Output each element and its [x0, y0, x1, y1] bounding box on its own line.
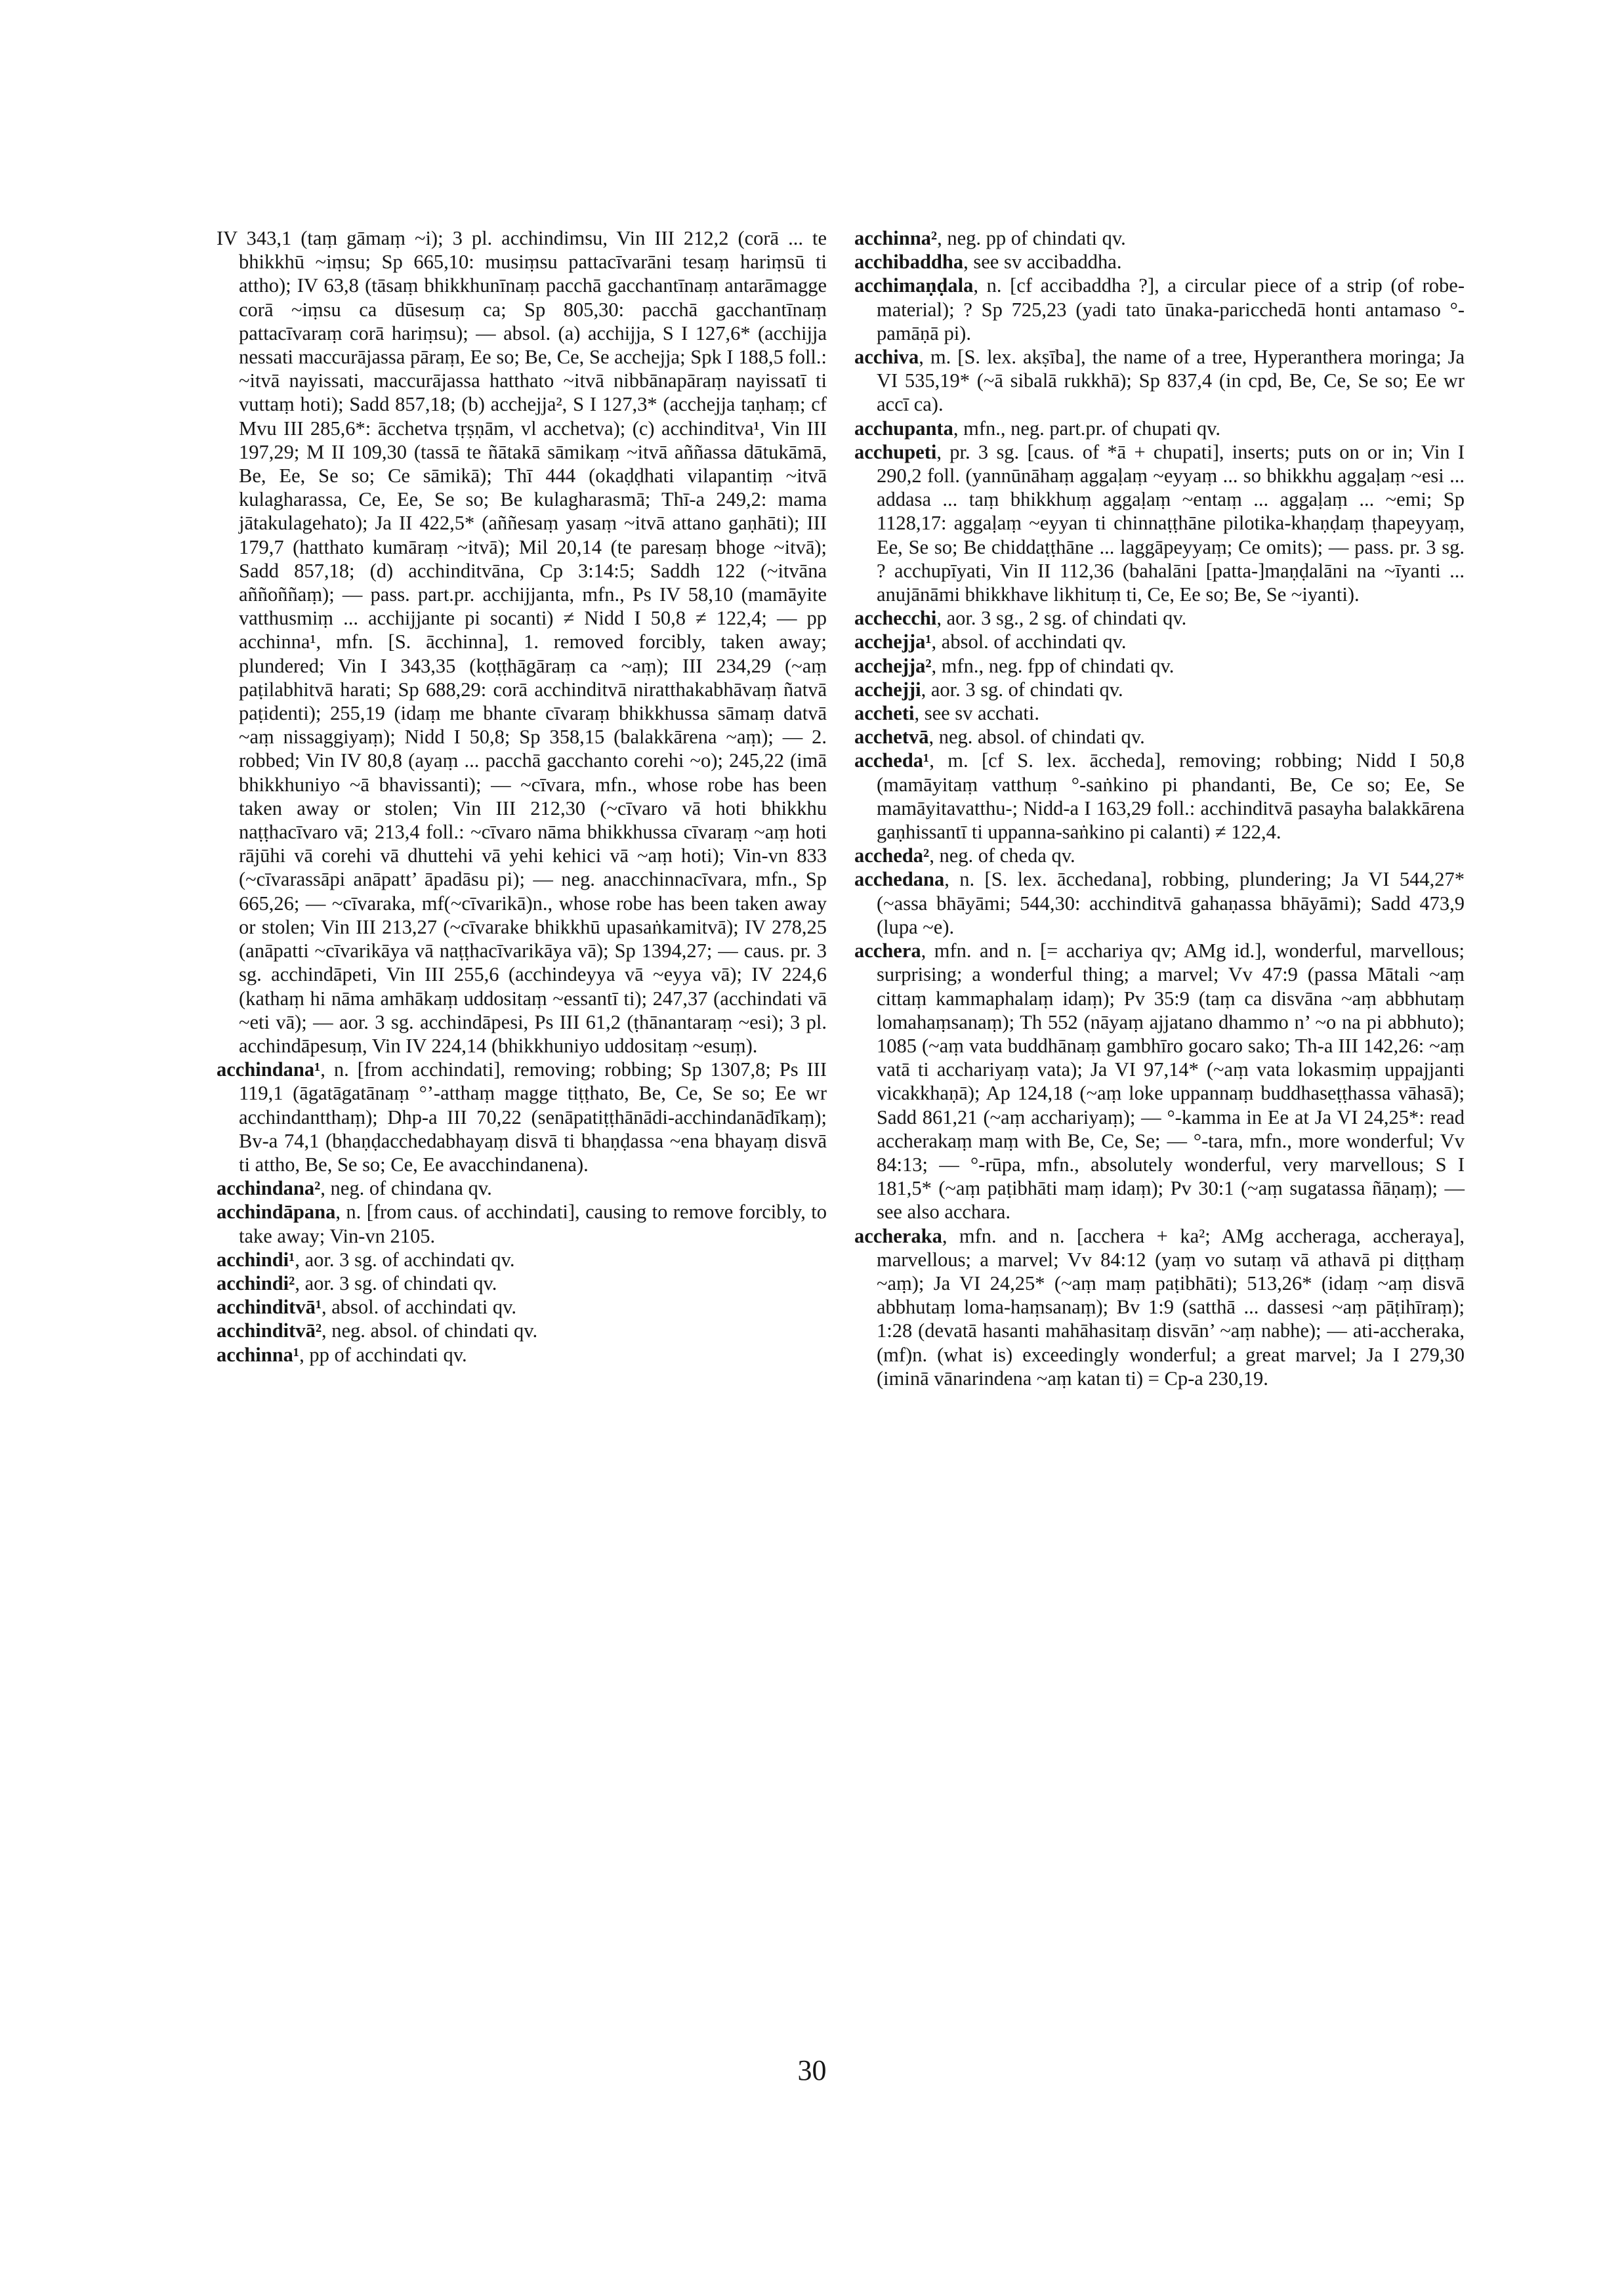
entry-body: , mfn. and n. [= acchariya qv; AMg id.], wonderful, marvellous; surprising; a wonderful thing; a marvel; Vv 47:9 (passa Mātali ~aṃ cittaṃ kammaphalaṃ idaṃ); Pv 35:9 (taṃ ca disvāna ~aṃ abbhutaṃ lomahaṃsanaṃ); Th 552 (nāyaṃ ajjatano dhammo n’ ~o na pi abbhuto); 1085 (~aṃ vata buddhānaṃ gambhīro gocaro sako; Th-a III 142,26: ~aṃ vatā ti acchariyaṃ vata); Ja VI 97,14* (~aṃ vata lokasmiṃ uppajjanti vicakkhaṇā); Ap 124,18 (~aṃ loke uppannaṃ buddhaseṭṭhassa vāhasā); Sadd 861,21 (~aṃ acchariyaṃ); — °-kamma in Ee at Ja VI 24,25*: read accherakaṃ maṃ with Be, Ce, Se; — °-tara, mfn., more wonderful; Vv 84:13; — °-rūpa, mfn., absolutely wonderful, very marvellous; S I 181,5* (~aṃ paṭibhāti maṃ idaṃ); Pv 30:1 (~aṃ sugatassa ñāṇaṃ); — see also acchara. [877, 940, 1465, 1224]
entry-body: , mfn., neg. part.pr. of chupati qv. [953, 417, 1220, 440]
entry-body: , neg. absol. of chindati qv. [928, 726, 1145, 749]
dictionary-entry [217, 1248, 827, 1272]
entry-headword: acchinditvā¹ [217, 1296, 322, 1319]
dictionary-entry [217, 226, 827, 1058]
dictionary-entry [854, 606, 1465, 630]
dictionary-entry [854, 1224, 1465, 1390]
entry-headword: acchejja¹ [854, 631, 932, 653]
dictionary-entry [854, 749, 1465, 844]
entry-headword: accheda¹ [854, 749, 930, 772]
dictionary-entry [854, 440, 1465, 606]
entry-body: , see sv acchati. [914, 702, 1040, 725]
dictionary-entry [854, 867, 1465, 939]
entry-body: , aor. 3 sg. of chindati qv. [295, 1272, 497, 1294]
dictionary-entry [217, 1272, 827, 1295]
entry-body: , see sv accibaddha. [963, 251, 1122, 274]
entry-headword: acchindāpana [217, 1201, 336, 1224]
dictionary-entry [854, 345, 1465, 417]
entry-headword: acchimaṇḍala [854, 274, 974, 297]
dictionary-entry [217, 1343, 827, 1367]
entry-body: , neg. of cheda qv. [929, 844, 1075, 867]
entry-headword: acchindana² [217, 1177, 321, 1200]
entry-headword: accheda² [854, 844, 930, 867]
entry-body: , n. [from caus. of acchindati], causing to remove forcibly, to take away; Vin-vn 2105. [239, 1201, 827, 1247]
entry-headword: acchinna² [854, 227, 938, 249]
dictionary-entry [217, 1176, 827, 1200]
entry-body: , mfn., neg. fpp of chindati qv. [931, 654, 1175, 677]
entry-headword: acchecchi [854, 607, 937, 630]
entry-headword: acchinna¹ [217, 1343, 300, 1366]
entry-headword: acchinditvā² [217, 1319, 322, 1342]
entry-headword: acchejji [854, 678, 921, 701]
entry-body: , neg. of chindana qv. [320, 1177, 492, 1200]
entry-headword: acchejja² [854, 654, 932, 677]
dictionary-entry [217, 1295, 827, 1319]
dictionary-entry [854, 226, 1465, 250]
entry-body: , m. [cf S. lex. ācchedа], removing; robbing; Nidd I 50,8 (mamāyitaṃ vatthuṃ °-saṅkino pi phandanti, Be, Ce so; Ee, Se mamāyitavatthu-; Nidd-a I 163,29 foll.: acchinditvā pasayha balakkārena gaṇhissantī ti uppanna-saṅkino pi calanti) ≠ 122,4. [877, 749, 1465, 844]
entry-headword: accheraka [854, 1224, 942, 1247]
entry-body: , absol. of acchindati qv. [931, 631, 1127, 653]
dictionary-entry [854, 701, 1465, 725]
entry-headword: acchindi² [217, 1272, 295, 1294]
entry-body: , m. [S. lex. akṣība], the name of a tree, Hyperanthera moringa; Ja VI 535,19* (~ā sibalā rukkhā); Sp 837,4 (in cpd, Be, Ce, Se so; Ee wr accī ca). [877, 346, 1465, 416]
dictionary-entry [854, 844, 1465, 867]
entry-body: , aor. 3 sg. of chindati qv. [921, 678, 1123, 701]
entry-body: , n. [from acchindati], removing; robbing; Sp 1307,8; Ps III 119,1 (āgatāgatānaṃ °’-atthaṃ magge tiṭṭhato, Be, Ce, Se so; Ee wr acchindantthaṃ); Dhp-a III 70,22 (senāpatiṭṭhānādi-acchindanādīkaṃ); Bv-a 74,1 (bhaṇḍacchedabhayaṃ disvā ti bhaṇḍassa ~ena bhayaṃ disvā ti attho, Be, Se so; Ce, Ee avacchindanena). [239, 1058, 827, 1176]
entry-body: , pr. 3 sg. [caus. of *ā + chupati], inserts; puts on or in; Vin I 290,2 foll. (yannūnāhaṃ aggaḷaṃ ~eyyaṃ ... so bhikkhu aggaḷaṃ ~esi ... addasa ... taṃ bhikkhuṃ aggaḷaṃ ~entaṃ ... aggaḷaṃ ... ~emi; Sp 1128,17: aggaḷaṃ ~eyyan ti chinnaṭṭhāne pilotika-khaṇḍaṃ ṭhapeyyaṃ, Ee, Se so; Be chiddaṭṭhāne ... laggāpeyyaṃ; Ce omits); — pass. pr. 3 sg. ? acchupīyati, Vin II 112,36 (bahalāni [patta-]maṇḍalāni na ~īyanti ... anujānāmi bhikkhave likhituṃ ti, Ce, Ee so; Be, Se ~iyanti). [877, 440, 1465, 606]
entry-body: IV 343,1 (taṃ gāmaṃ ~i); 3 pl. acchindimsu, Vin III 212,2 (corā ... te bhikkhū ~iṃsu; Sp 665,10: musiṃsu pattacīvarāni tesaṃ hariṃsū ti attho); IV 63,8 (tāsaṃ bhikkhunīnaṃ pacchā gacchantīnaṃ antarāmagge corā ~iṃsu ca dūsesuṃ ca; Sp 805,30: pacchā gacchantīnaṃ pattacīvaraṃ corā hariṃsu); — absol. (a) acchijja, S I 127,6* (acchijja nessati maccurājassa pāraṃ, Ee so; Be, Ce, Se acchejja; Spk I 188,5 foll.: ~itvā nayissati, maccurājassa hatthato ~itvā nibbānapāraṃ nayissatī ti vuttaṃ hoti); Sadd 857,18; (b) acchejja², S I 127,3* (acchejja taṇhaṃ; cf Mvu III 285,6*: ācchetva tṛṣṇām, vl acchetva); (c) acchinditva¹, Vin III 197,29; M II 109,30 (tassā te ñātakā sāmikaṃ ~itvā aññassa dātukāmā, Be, Ee, Se so; Ce sāmikā); Thī 444 (okaḍḍhati vilapantiṃ ~itvā kulagharassa, Ce, Ee, Se so; Be kulagharasmā; Thī-a 249,2: mama jātakulagehato); Ja II 422,5* (aññesaṃ yasaṃ ~itvā attano gaṇhāti); III 179,7 (hatthato kumāraṃ ~itvā); Mil 20,14 (te paresaṃ bhoge ~itvā); Sadd 857,18; (d) acchinditvāna, Cp 3:14:5; Saddh 122 (~itvāna aññoññaṃ); — pass. part.pr. acchijjanta, mfn., Ps IV 58,10 (mamāyite vatthusmiṃ ... acchijjante pi socanti) ≠ Nidd I 50,8 ≠ 122,4; — pp acchinna¹, mfn. [S. ācchinna], 1. removed forcibly, taken away; plundered; Vin I 343,35 (koṭṭhāgāraṃ ca ~aṃ); III 234,29 (~aṃ paṭilabhitvā harati; Sp 688,29: corā acchinditvā niratthakabhāvaṃ ñatvā paṭidenti); 255,19 (idaṃ me bhante cīvaraṃ bhikkhussa sāmaṃ datvā ~aṃ nissaggiyaṃ); Nidd I 50,8; Sp 358,15 (balakkārena ~aṃ); — 2. robbed; Vin IV 80,8 (ayaṃ ... pacchā gacchanto corehi ~o); 245,22 (imā bhikkhuniyo ~ā bhavissanti); — ~cīvara, mfn., whose robe has been taken away or stolen; Vin III 212,30 (~cīvaro vā hoti bhikkhu naṭṭhacīvaro vā; 213,4 foll.: ~cīvaro nāma bhikkhussa cīvaraṃ ~aṃ hoti rājūhi vā corehi vā dhuttehi vā yehi kehici vā ~aṃ hoti); Vin-vn 833 (~cīvarassāpi anāpatt’ āpadāsu pi); — neg. anacchinnacīvara, mfn., Sp 665,26; — ~cīvaraka, mf(~cīvarikā)n., whose robe has been taken away or stolen; Vin III 213,27 (~cīvarake bhikkhū upasaṅkamitvā); IV 278,25 (anāpatti ~cīvarikāya vā naṭṭhacīvarikāya vā); Sp 1394,27; — caus. pr. 3 sg. acchindāpeti, Vin III 255,6 (acchindeyya vā ~eyya vā); IV 224,6 (kathaṃ hi nāma amhākaṃ uddositaṃ ~essantī ti); 247,37 (acchindati vā ~eti vā); — aor. 3 sg. acchindāpesi, Ps III 61,2 (ṭhānantaraṃ ~esi); 3 pl. acchindāpesuṃ, Vin IV 224,14 (bhikkhuniyo uddositaṃ ~esuṃ). [217, 227, 827, 1057]
entry-headword: acchera [854, 940, 921, 962]
entry-body: , aor. 3 sg., 2 sg. of chindati qv. [936, 607, 1187, 630]
entry-body: , aor. 3 sg. of acchindati qv. [295, 1248, 515, 1271]
dictionary-entry [854, 630, 1465, 653]
entry-body: , neg. absol. of chindati qv. [321, 1319, 538, 1342]
entry-body: , n. [cf accibaddha ?], a circular piece of a strip (of robe-material); ? Sp 725,23 (yadi tato ūnaka-paricchedā honti antamaso °-pamāṇā pi). [877, 274, 1465, 344]
page-number: 30 [797, 2054, 827, 2086]
entry-body: , absol. of acchindati qv. [321, 1296, 516, 1319]
entry-body: , n. [S. lex. ācchedana], robbing, plundering; Ja VI 544,27* (~assa bhāyāmi; 544,30: acchinditvā gahaṇassa bhāyāmi); Sadd 473,9 (lupa ~e). [877, 868, 1465, 938]
dictionary-entry [217, 1058, 827, 1176]
dictionary-entry [217, 1319, 827, 1342]
dictionary-entry [854, 274, 1465, 345]
entry-headword: accheti [854, 702, 915, 725]
right-column [854, 226, 1465, 1390]
dictionary-entry [854, 939, 1465, 1224]
left-column [217, 226, 827, 1367]
entry-body: , mfn. and n. [acchera + ka²; AMg accheraga, accheraya], marvellous; a marvel; Vv 84:12 (yaṃ vo sutaṃ vā athavā pi diṭṭhaṃ ~aṃ); Ja VI 24,25* (~aṃ maṃ paṭibhāti); 513,26* (idaṃ ~aṃ disvā abbhutaṃ loma-haṃsanaṃ); Bv 1:9 (satthā ... dassesi ~aṃ pāṭihīraṃ); 1:28 (devatā hasanti mahāhasitaṃ disvān’ ~aṃ nabhe); — ati-accheraka, (mf)n. (what is) exceedingly wonderful; a great marvel; Ja I 279,30 (iminā vānarindena ~aṃ katan ti) = Cp-a 230,19. [877, 1224, 1465, 1390]
entry-body: , neg. pp of chindati qv. [937, 227, 1126, 249]
entry-body: , pp of acchindati qv. [299, 1343, 467, 1366]
dictionary-entry [854, 417, 1465, 440]
entry-headword: acchindi¹ [217, 1248, 295, 1271]
dictionary-entry [854, 725, 1465, 749]
entry-headword: acchupanta [854, 417, 953, 440]
dictionary-entry [854, 654, 1465, 678]
dictionary-entry [217, 1200, 827, 1247]
dictionary-entry [854, 250, 1465, 274]
entry-headword: acchupeti [854, 440, 937, 463]
entry-headword: acchibaddha [854, 251, 964, 274]
entry-headword: acchiva [854, 346, 919, 369]
entry-headword: acchedana [854, 868, 945, 891]
dictionary-entry [854, 678, 1465, 701]
entry-headword: acchetvā [854, 726, 929, 749]
entry-headword: acchindana¹ [217, 1058, 321, 1081]
